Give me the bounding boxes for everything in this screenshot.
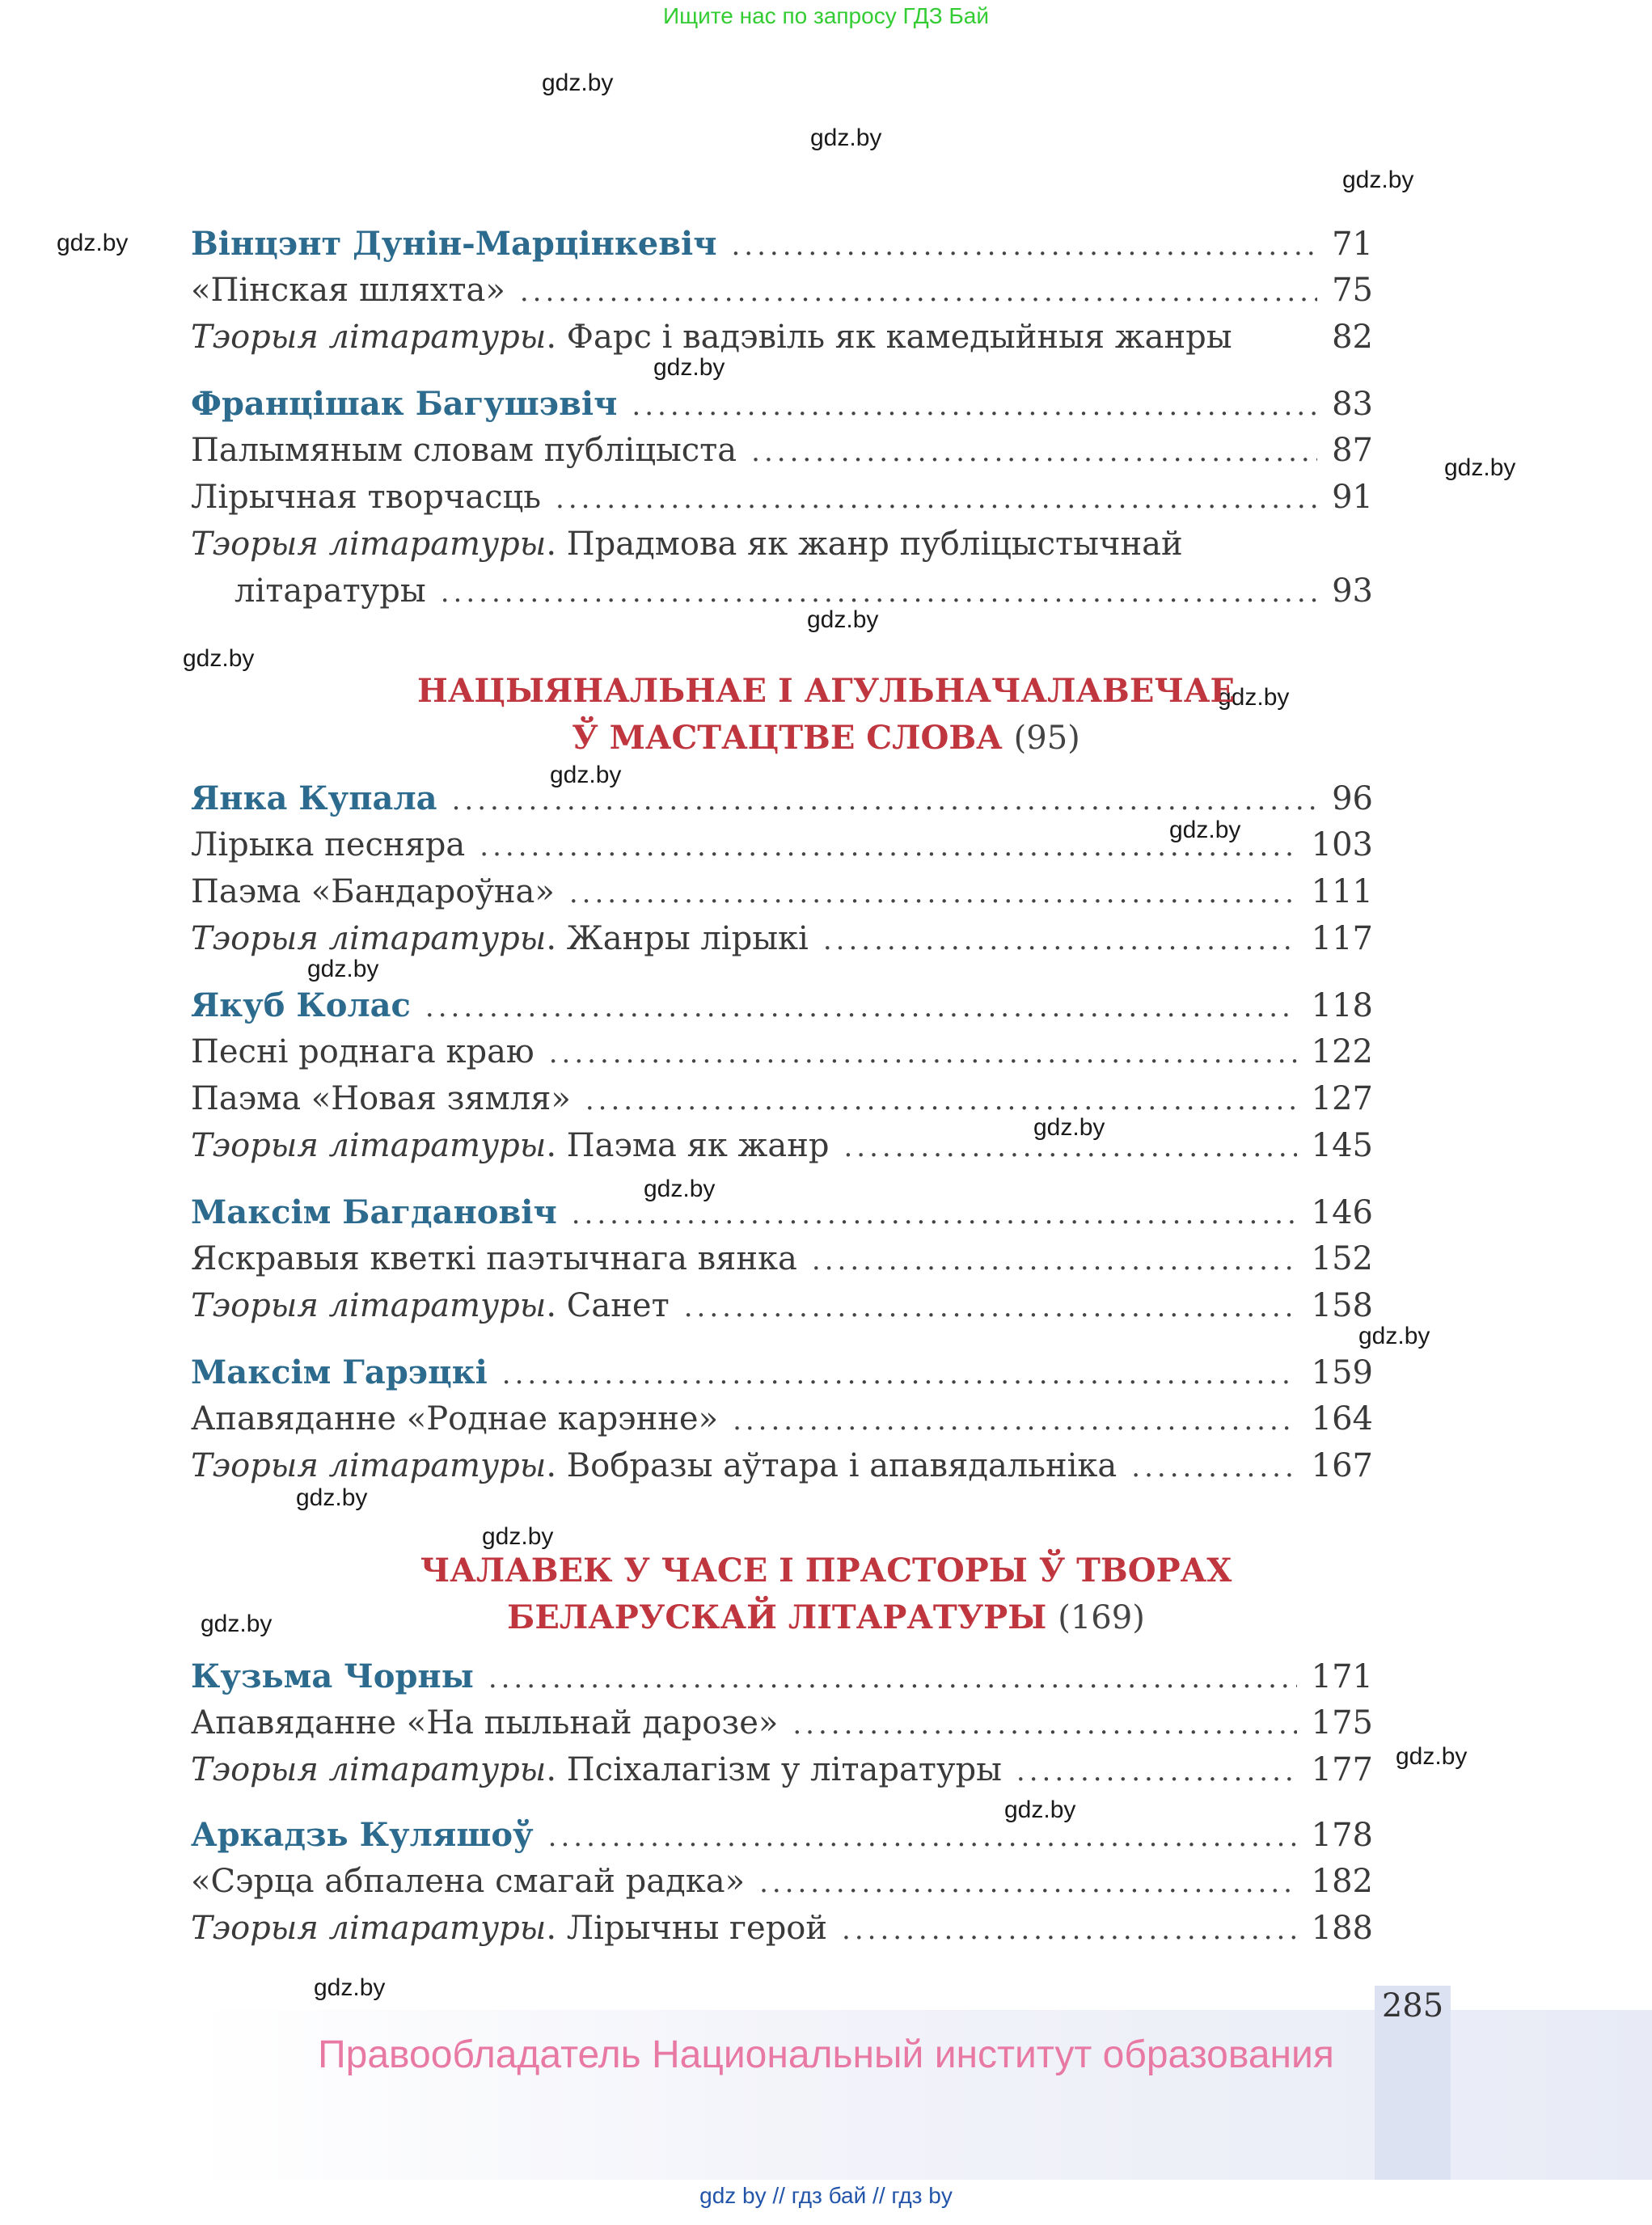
toc-entry: [191, 1193, 1373, 1240]
dot-leader: [488, 1662, 1297, 1695]
toc-label-rest: . Псіхалагізм у літаратуры: [546, 1751, 1002, 1788]
toc-page: 127: [1311, 1080, 1373, 1117]
dot-leader: [549, 1037, 1297, 1070]
bottom-links[interactable]: gdz by // гдз бай // гдз by: [699, 2183, 953, 2208]
toc-label: [191, 526, 1183, 563]
toc-page: 117: [1311, 920, 1373, 957]
dot-leader: [812, 1244, 1297, 1277]
section-page: (95): [1013, 720, 1080, 757]
dot-leader: [684, 1291, 1297, 1324]
toc-entry: [191, 1287, 1373, 1334]
dot-leader: [1131, 1451, 1296, 1484]
dot-leader: [732, 230, 1318, 262]
theory-label: Тэорыя літаратуры: [191, 920, 547, 957]
toc-label: Лірычная творчасць: [191, 479, 542, 516]
toc-label-rest: . Санет: [546, 1287, 670, 1324]
dot-leader: [733, 1404, 1297, 1437]
toc-entry: [191, 1816, 1373, 1863]
section-title-line: [0, 715, 1652, 762]
toc-label-rest: . Лірычны герой: [546, 1910, 828, 1947]
page-number: 285: [1381, 1987, 1444, 2024]
section-title-line: ЧАЛАВЕК У ЧАСЕ І ПРАСТОРЫ Ў ТВОРАХ: [420, 1552, 1232, 1590]
toc-page: 103: [1311, 826, 1373, 863]
toc-entry: [191, 272, 1373, 319]
watermark: gdz.by: [296, 1484, 368, 1511]
dot-leader: [823, 924, 1297, 956]
toc-label: Вінцэнт Дунін-Марцінкевіч: [191, 225, 717, 263]
toc-entry: [191, 319, 1373, 365]
dot-leader: [520, 276, 1317, 308]
toc-entry: [191, 779, 1373, 826]
toc-label: Максім Багдановіч: [191, 1193, 557, 1231]
dot-leader: [480, 830, 1296, 863]
watermark: gdz.by: [542, 70, 614, 96]
top-banner[interactable]: Ищите нас по запросу ГДЗ Бай: [662, 3, 990, 28]
toc-label: Апавяданне «Роднае карэнне»: [191, 1400, 719, 1438]
watermark: gdz.by: [644, 1176, 716, 1202]
toc-label-rest: . Паэма як жанр: [546, 1127, 830, 1164]
dot-leader: [1016, 1755, 1297, 1788]
section-title-line: НАЦЫЯНАЛЬНАЕ І АГУЛЬНАЧАЛАВЕЧАЕ: [417, 672, 1235, 710]
toc-entry: [191, 1910, 1373, 1957]
toc-entry: [191, 1863, 1373, 1910]
toc-page: 82: [1332, 319, 1373, 356]
toc-page: 91: [1332, 479, 1373, 516]
theory-label: Тэорыя літаратуры: [191, 1127, 547, 1164]
toc-label: [191, 920, 809, 957]
toc-page: 71: [1332, 226, 1373, 263]
theory-label: Тэорыя літаратуры: [191, 1751, 547, 1788]
toc-label: Песні роднага краю: [191, 1033, 534, 1070]
toc-page: 146: [1311, 1194, 1373, 1231]
toc-page: 87: [1332, 432, 1373, 469]
toc-label-rest: . Фарс і вадэвіль як камедыйныя жанры: [546, 319, 1232, 356]
toc-page: 145: [1311, 1127, 1373, 1164]
watermark: gdz.by: [314, 1974, 386, 2001]
toc-page: 167: [1311, 1447, 1373, 1484]
section-title: [0, 1547, 1652, 1641]
toc-page: 171: [1311, 1658, 1373, 1695]
toc-page: 177: [1311, 1751, 1373, 1788]
toc-entry: [191, 479, 1373, 526]
copyright-notice: Правообладатель Национальный институт образования: [318, 2033, 1334, 2076]
watermark: gdz.by: [307, 956, 379, 982]
section-title-text: Ў МАСТАЦТВЕ СЛОВА: [572, 719, 1003, 757]
toc-entry: [191, 225, 1373, 272]
toc-page: 83: [1332, 386, 1373, 423]
toc-label: Апавяданне «На пыльнай дарозе»: [191, 1704, 779, 1742]
toc-label: [191, 319, 1232, 356]
toc-label: [191, 1910, 827, 1947]
toc-page: 96: [1332, 780, 1373, 817]
dot-leader: [632, 390, 1317, 422]
toc-label: Яскравыя кветкі паэтычнага вянка: [191, 1240, 797, 1277]
watermark: gdz.by: [1218, 684, 1290, 711]
toc-label: літаратуры: [234, 572, 426, 610]
dot-leader: [751, 436, 1317, 468]
toc-page: 164: [1311, 1400, 1373, 1438]
toc-entry: [191, 1657, 1373, 1704]
toc-label: [191, 1447, 1117, 1484]
section-title-text: БЕЛАРУСКАЙ ЛІТАРАТУРЫ: [507, 1598, 1047, 1636]
toc-entry: [191, 920, 1373, 967]
toc-label: Янка Купала: [191, 779, 437, 817]
toc-page: 93: [1332, 572, 1373, 610]
toc-label: «Сэрца абпалена смагай радка»: [191, 1863, 746, 1900]
toc-label: Лірыка песняра: [191, 826, 466, 863]
toc-entry: [191, 1447, 1373, 1494]
toc-entry: [191, 1400, 1373, 1447]
toc-label: [191, 1751, 1002, 1788]
dot-leader: [843, 1131, 1296, 1163]
dot-leader: [556, 483, 1317, 515]
toc-label-rest: . Жанры лірыкі: [546, 920, 809, 957]
toc-entry: [191, 986, 1373, 1033]
toc-entry: [191, 826, 1373, 873]
watermark: gdz.by: [1169, 817, 1241, 843]
dot-leader: [759, 1867, 1297, 1899]
toc-label: Якуб Колас: [191, 986, 411, 1024]
toc-entry: [191, 1080, 1373, 1127]
toc-label: Кузьма Чорны: [191, 1657, 474, 1695]
toc-entry: [191, 385, 1373, 432]
toc-page: 158: [1311, 1287, 1373, 1324]
toc-entry: [191, 1751, 1373, 1798]
toc-entry: [191, 1240, 1373, 1287]
dot-leader: [572, 1198, 1297, 1231]
dot-leader: [548, 1821, 1297, 1853]
watermark: gdz.by: [482, 1523, 554, 1550]
toc-label: [191, 1287, 670, 1324]
toc-page: 182: [1311, 1863, 1373, 1900]
toc-page: 118: [1311, 987, 1373, 1024]
toc-page: 188: [1311, 1910, 1373, 1947]
toc-page: 122: [1311, 1033, 1373, 1070]
toc-page: 175: [1311, 1704, 1373, 1742]
watermark: gdz.by: [807, 606, 879, 633]
toc-page: 178: [1311, 1817, 1373, 1854]
theory-label: Тэорыя літаратуры: [191, 1287, 547, 1324]
toc-label-rest: . Прадмова як жанр публіцыстычнай: [546, 526, 1183, 563]
watermark: gdz.by: [201, 1611, 273, 1637]
dot-leader: [502, 1358, 1297, 1391]
dot-leader: [569, 877, 1297, 910]
watermark: gdz.by: [550, 762, 622, 788]
watermark: gdz.by: [1444, 454, 1516, 481]
watermark: gdz.by: [1342, 167, 1414, 193]
watermark: gdz.by: [57, 230, 129, 256]
section-page: (169): [1058, 1599, 1145, 1636]
watermark: gdz.by: [810, 125, 882, 151]
watermark: gdz.by: [1396, 1743, 1468, 1770]
watermark: gdz.by: [653, 354, 725, 381]
section-title-line: [0, 1594, 1652, 1641]
toc-page: 75: [1332, 272, 1373, 309]
toc-label: Аркадзь Куляшоў: [191, 1816, 534, 1854]
toc-entry: [191, 1704, 1373, 1751]
dot-leader: [842, 1914, 1297, 1946]
section-title: [0, 668, 1652, 762]
dot-leader: [792, 1708, 1296, 1741]
toc-label: Максім Гарэцкі: [191, 1353, 488, 1391]
watermark: gdz.by: [1004, 1796, 1076, 1823]
toc-label: Паэма «Новая зямля»: [191, 1080, 571, 1117]
watermark: gdz.by: [1358, 1323, 1430, 1349]
toc-label: Палымяным словам публіцыста: [191, 432, 737, 469]
watermark: gdz.by: [183, 645, 255, 672]
toc-entry: [191, 1033, 1373, 1080]
theory-label: Тэорыя літаратуры: [191, 1910, 547, 1947]
dot-leader: [585, 1084, 1297, 1117]
theory-label: Тэорыя літаратуры: [191, 526, 547, 563]
toc-label: «Пінская шляхта»: [191, 272, 505, 309]
theory-label: Тэорыя літаратуры: [191, 1447, 547, 1484]
toc-label: Францішак Багушэвіч: [191, 385, 618, 423]
watermark: gdz.by: [1033, 1114, 1105, 1141]
toc-entry: [191, 1353, 1373, 1400]
theory-label: Тэорыя літаратуры: [191, 319, 547, 356]
dot-leader: [452, 784, 1318, 817]
dot-leader: [441, 576, 1317, 609]
toc-page: 159: [1311, 1354, 1373, 1391]
toc-entry: [234, 572, 1373, 619]
toc-label: [191, 1127, 829, 1164]
toc-entry: [191, 1127, 1373, 1174]
toc-page: 152: [1311, 1240, 1373, 1277]
toc-page: 111: [1311, 873, 1373, 910]
dot-leader: [425, 991, 1297, 1024]
toc-label: Паэма «Бандароўна»: [191, 873, 555, 910]
toc-entry: [191, 526, 1373, 572]
toc-label-rest: . Вобразы аўтара і апавядальніка: [546, 1447, 1118, 1484]
toc-entry: [191, 873, 1373, 920]
toc-entry: [191, 432, 1373, 479]
